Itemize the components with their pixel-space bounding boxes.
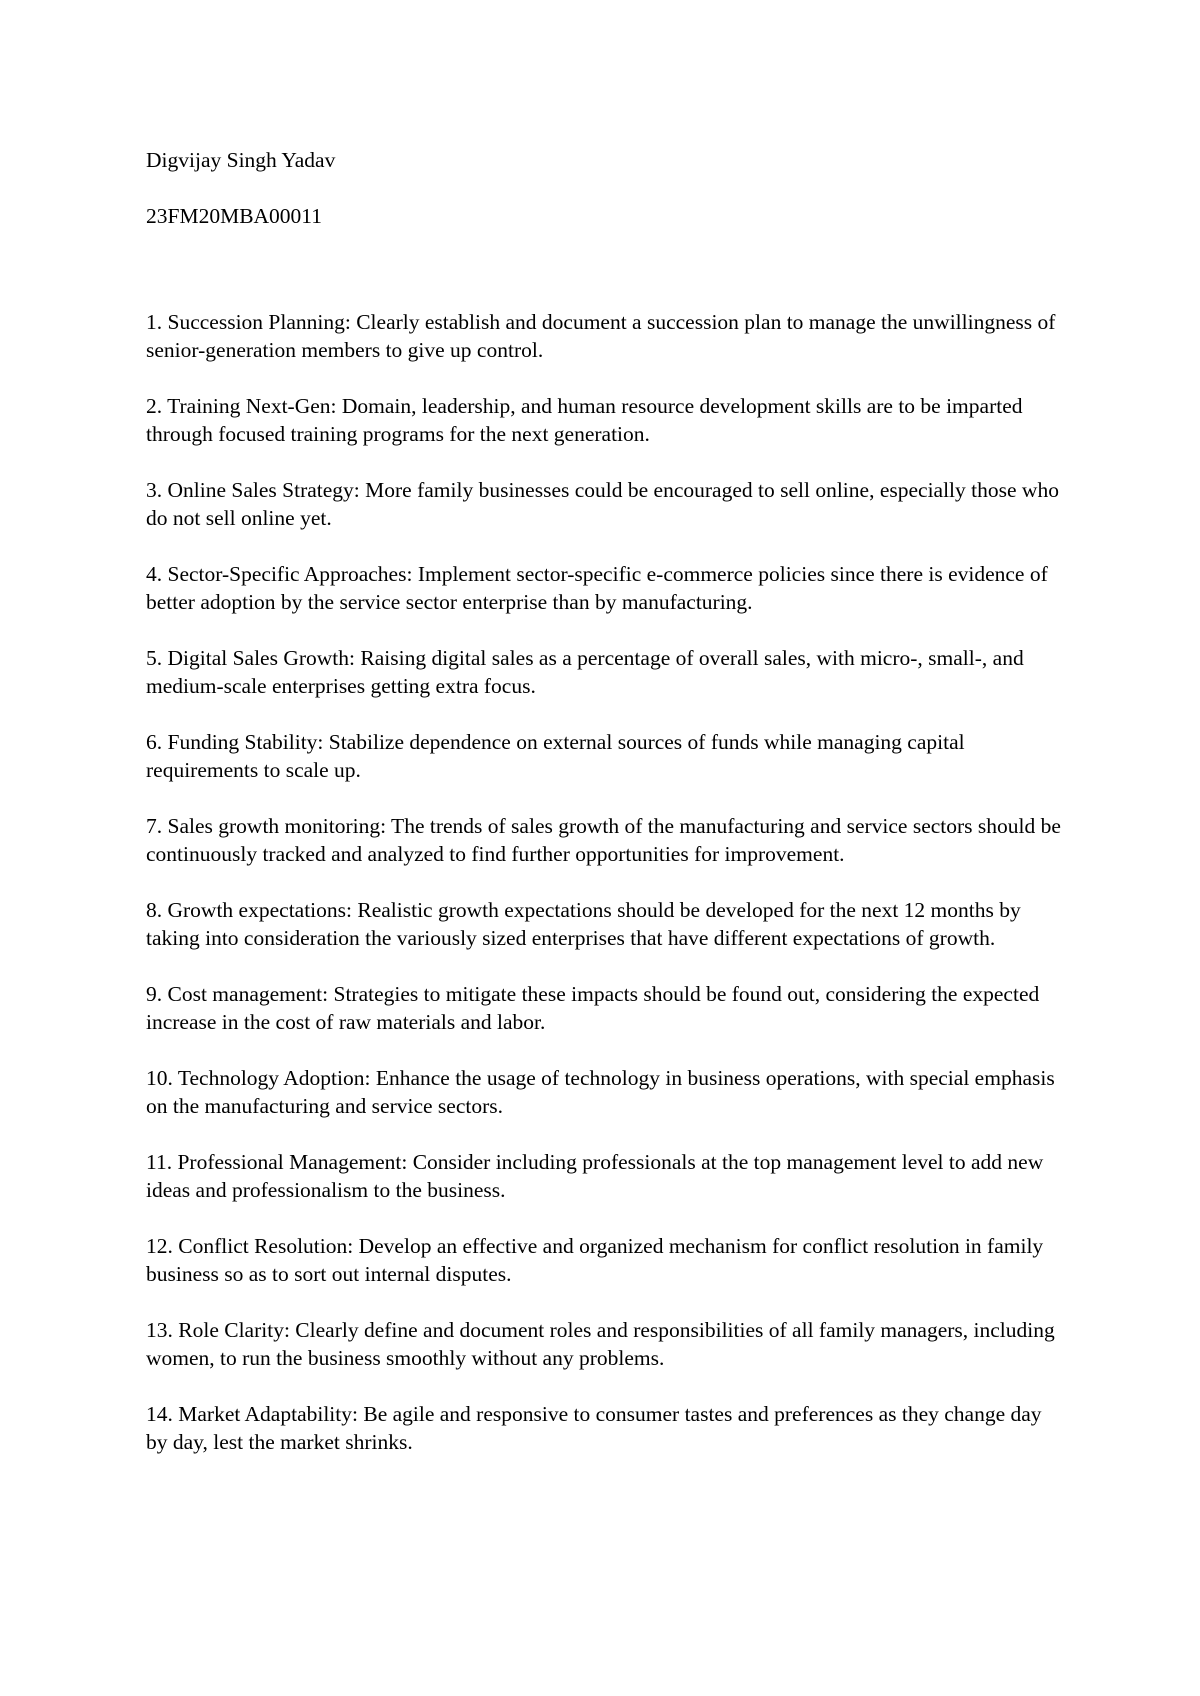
recommendation-item: 8. Growth expectations: Realistic growth expectations should be developed for the next 12 months by taking into consideration the variously sized enterprises that have different expectations of growth. xyxy=(146,898,1021,950)
recommendation-item: 3. Online Sales Strategy: More family businesses could be encouraged to sell online, especially those who do not sell online yet. xyxy=(146,478,1059,530)
recommendation-item: 11. Professional Management: Consider including professionals at the top management level to add new ideas and professionalism to the business. xyxy=(146,1150,1044,1202)
recommendation-item: 7. Sales growth monitoring: The trends of sales growth of the manufacturing and service sectors should be continuously tracked and analyzed to find further opportunities for improvement. xyxy=(146,814,1061,866)
recommendation-item: 13. Role Clarity: Clearly define and document roles and responsibilities of all family managers, including women, to run the business smoothly without any problems. xyxy=(146,1318,1055,1370)
recommendation-item: 12. Conflict Resolution: Develop an effective and organized mechanism for conflict resolution in family business so as to sort out internal disputes. xyxy=(146,1234,1044,1286)
recommendation-item: 4. Sector-Specific Approaches: Implement sector-specific e-commerce policies since there is evidence of better adoption by the service sector enterprise than by manufacturing. xyxy=(146,562,1048,614)
author-name: Digvijay Singh Yadav xyxy=(146,148,336,172)
recommendation-item: 2. Training Next-Gen: Domain, leadership, and human resource development skills are to be imparted through focused training programs for the next generation. xyxy=(146,394,1023,446)
recommendation-item: 6. Funding Stability: Stabilize dependence on external sources of funds while managing capital requirements to scale up. xyxy=(146,730,965,782)
recommendation-item: 5. Digital Sales Growth: Raising digital sales as a percentage of overall sales, with micro-, small-, and medium-scale enterprises getting extra focus. xyxy=(146,646,1024,698)
recommendation-item: 14. Market Adaptability: Be agile and responsive to consumer tastes and preferences as they change day by day, lest the market shrinks. xyxy=(146,1402,1042,1454)
recommendation-item: 9. Cost management: Strategies to mitigate these impacts should be found out, considering the expected increase in the cost of raw materials and labor. xyxy=(146,982,1040,1034)
recommendation-list xyxy=(146,308,1066,1456)
recommendation-item: 1. Succession Planning: Clearly establish and document a succession plan to manage the unwillingness of senior-generation members to give up control. xyxy=(146,310,1056,362)
student-id: 23FM20MBA00011 xyxy=(146,204,323,228)
recommendation-item: 10. Technology Adoption: Enhance the usage of technology in business operations, with special emphasis on the manufacturing and service sectors. xyxy=(146,1066,1055,1118)
document-content xyxy=(146,146,1066,1456)
